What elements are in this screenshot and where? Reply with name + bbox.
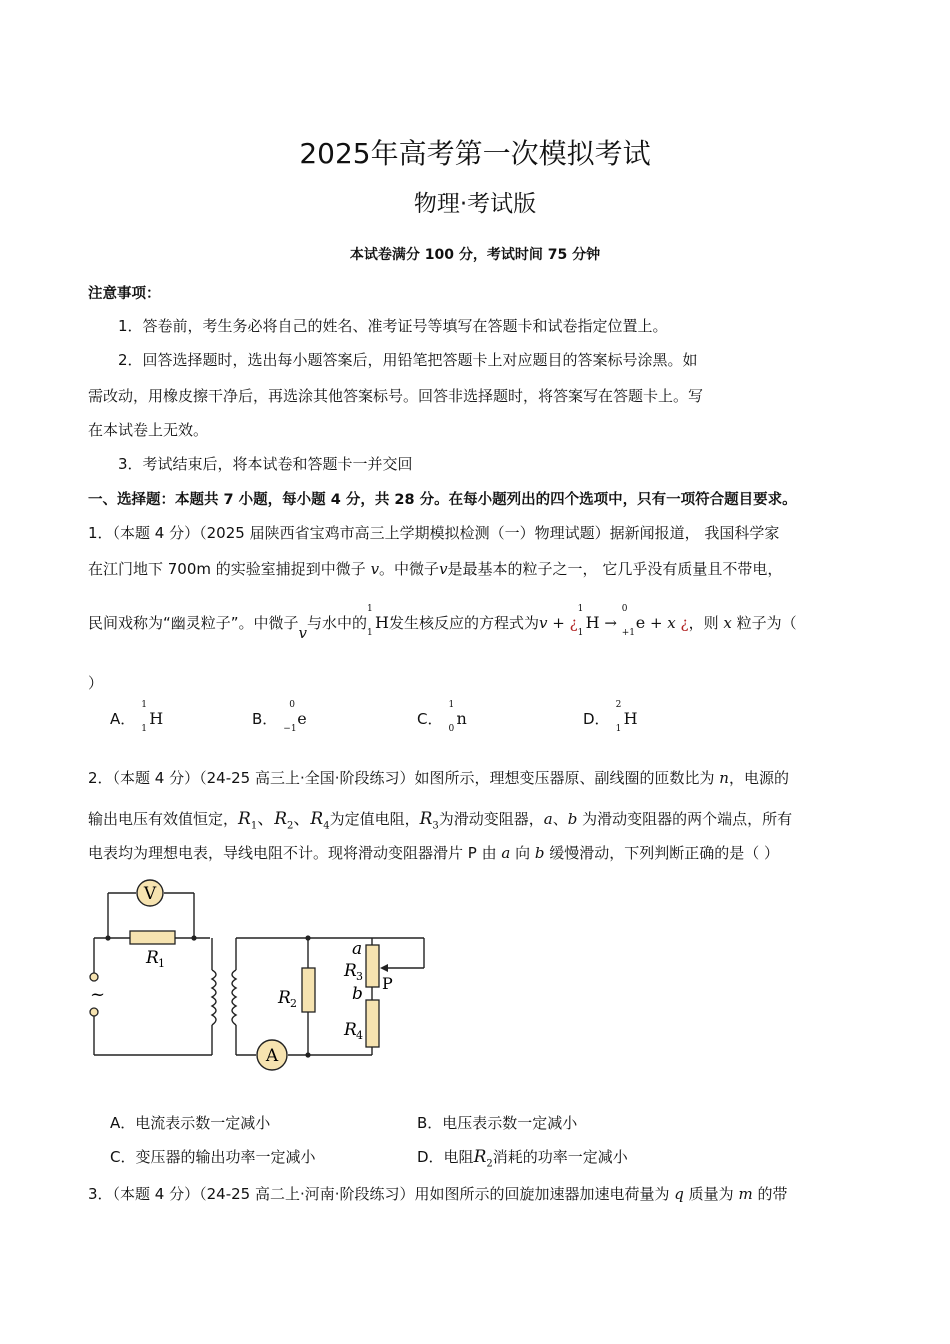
r3-label: R: [344, 961, 357, 981]
q3-text: 质量为: [683, 1185, 739, 1203]
q2-text: 2．（本题 4 分）（24-25 高三上·全国·阶段练习）如图所示，理想变压器原、副线圈的匝数比为: [88, 769, 720, 787]
exam-title: 2025年高考第一次模拟考试: [299, 137, 651, 170]
voltmeter-label: V: [143, 884, 157, 904]
charge-number: 0: [448, 724, 455, 734]
r1-label: R: [146, 948, 159, 968]
q1-option-a[interactable]: [110, 700, 164, 734]
notice-item-2-line-1: 2．回答选择题时，选出每小题答案后，用铅笔把答题卡上对应题目的答案标号涂黑。如: [118, 351, 698, 369]
option-text: 消耗的功率一定减小: [492, 1148, 628, 1166]
circuit-diagram: [84, 875, 434, 1075]
r4-subscript: 4: [356, 1029, 363, 1042]
option-label: A．: [110, 710, 136, 728]
q1-line-3: [88, 604, 797, 642]
reaction-equation: v + ¿ 1 1 H → 0 +1 e + x ¿: [539, 604, 689, 638]
q1-text: 。中微子: [379, 560, 440, 578]
q2-text: 电表均为理想电表，导线电阻不计。现将滑动变阻器滑片 P 由: [88, 844, 502, 862]
r1-subscript: 1: [158, 957, 165, 970]
q1-text: 在江门地下 700m 的实验室捕捉到中微子: [88, 560, 371, 578]
terminal-a-label: a: [352, 939, 363, 959]
option-label: C．: [417, 710, 443, 728]
mass-number: 1: [141, 700, 147, 710]
n-symbol: n: [719, 769, 729, 787]
q3-text: 的带: [752, 1185, 788, 1203]
q1-line-2: [88, 558, 782, 579]
q2-text: 为滑动变阻器，: [438, 810, 544, 828]
notice-item-2-line-2: 需改动，用橡皮擦干净后，再选涂其他答案标号。回答非选择题时，将答案写在答题卡上。写: [88, 387, 704, 405]
element-symbol: H: [623, 709, 638, 728]
section-1-heading: 一、选择题：本题共 7 小题，每小题 4 分，共 28 分。在每小题列出的四个选项中，只有一项符合题目要求。: [88, 492, 797, 508]
rheostat-r3: [366, 945, 379, 987]
q1-option-c[interactable]: [417, 700, 467, 734]
resistor-r2: [302, 968, 315, 1012]
q2-option-a[interactable]: A．电流表示数一定减小: [110, 1114, 271, 1132]
q2-text: 向: [510, 844, 535, 862]
exam-subtitle: 物理·考试版: [413, 191, 537, 217]
r2-symbol: $R_2$: [473, 1147, 493, 1170]
r3-subscript: 3: [356, 970, 363, 983]
q1-text: 是最基本的粒子之一， 它几乎没有质量且不带电，: [447, 560, 783, 578]
q1-line-4: ）: [88, 674, 104, 692]
full-score-note: 本试卷满分 100 分，考试时间 75 分钟: [349, 247, 601, 263]
element-symbol: H: [149, 709, 164, 728]
fixed-resistors-symbols: $R_1$、$R_2$、$R_4$: [238, 809, 330, 832]
q2-text: ，电源的: [728, 769, 789, 787]
resistor-r1: [130, 931, 175, 944]
slider-p-label: P: [382, 974, 393, 993]
option-text: D．电阻: [417, 1148, 474, 1166]
charge-number: 1: [615, 724, 622, 734]
neutrino-symbol: v: [370, 560, 380, 578]
q2-option-c[interactable]: C．变压器的输出功率一定减小: [110, 1148, 316, 1166]
q2-text: 、: [552, 810, 568, 828]
element-symbol: e: [297, 709, 307, 728]
resistor-r4: [366, 1000, 379, 1047]
q3-text: 3．（本题 4 分）（24-25 高二上·河南·阶段练习）用如图所示的回旋加速器加速电荷量为: [88, 1185, 675, 1203]
q1-option-b[interactable]: [252, 700, 307, 734]
ac-symbol: ~: [90, 984, 106, 1005]
source-terminal-icon: [90, 1008, 98, 1016]
ammeter-label: A: [265, 1046, 279, 1066]
terminal-b-label: b: [352, 984, 363, 1004]
notice-item-1: 1．答卷前，考生务必将自己的姓名、准考证号等填写在答题卡和试卷指定位置上。: [118, 317, 668, 335]
q1-option-d[interactable]: [583, 700, 638, 734]
q2-line-3: [88, 842, 779, 863]
b-symbol: b: [567, 810, 578, 828]
hydrogen-nuclide: 1 1 H: [367, 604, 389, 638]
option-label: D．: [583, 710, 610, 728]
option-label: B．: [252, 710, 278, 728]
neutrino-symbol: v: [298, 624, 308, 642]
q2-text: 输出电压有效值恒定，: [88, 810, 239, 828]
q1-text: 粒子为（: [731, 614, 797, 632]
q2-text: 缓慢滑动，下列判断正确的是（ ）: [544, 844, 780, 862]
q2-option-d[interactable]: [417, 1146, 628, 1169]
q1-text: 民间戏称为“幽灵粒子”。中微子: [88, 614, 299, 632]
r2-subscript: 2: [290, 997, 297, 1010]
q-symbol: q: [674, 1185, 684, 1203]
notice-item-2-line-3: 在本试卷上无效。: [88, 421, 209, 439]
q2-line-1: [88, 767, 789, 788]
q2-text: 为定值电阻，: [329, 810, 420, 828]
q1-text: 发生核反应的方程式为: [389, 614, 540, 632]
q2-line-2: [88, 804, 792, 831]
q1-line-1: 1．（本题 4 分）（2025 届陕西省宝鸡市高三上学期模拟检测（一）物理试题）据新闻报道， 我国科学家: [88, 524, 780, 542]
element-symbol: n: [456, 709, 467, 728]
mass-number: 1: [448, 700, 455, 710]
notice-heading: 注意事项：: [88, 286, 161, 302]
notice-item-3: 3．考试结束后，将本试卷和答题卡一并交回: [118, 455, 413, 473]
b-symbol: b: [534, 844, 545, 862]
r4-label: R: [344, 1020, 357, 1040]
a-symbol: a: [543, 810, 553, 828]
slider-arrow-icon: [380, 964, 388, 972]
q1-text: ，则: [688, 614, 724, 632]
charge-number: 1: [141, 724, 147, 734]
a-symbol: a: [501, 844, 511, 862]
q2-text: 为滑动变阻器的两个端点，所有: [577, 810, 793, 828]
source-terminal-icon: [90, 973, 98, 981]
rheostat-symbol: $R_3$: [419, 809, 439, 832]
mass-number: 2: [615, 700, 622, 710]
mass-number: 0: [289, 700, 296, 710]
neutrino-symbol: v: [439, 560, 448, 578]
r2-label: R: [278, 988, 291, 1008]
x-symbol: x: [723, 614, 732, 632]
q2-option-b[interactable]: B．电压表示数一定减小: [417, 1114, 578, 1132]
charge-number: −1: [283, 724, 297, 734]
m-symbol: m: [738, 1185, 753, 1203]
q3-line-1: [88, 1183, 787, 1204]
q1-text: 与水中的: [307, 614, 368, 632]
